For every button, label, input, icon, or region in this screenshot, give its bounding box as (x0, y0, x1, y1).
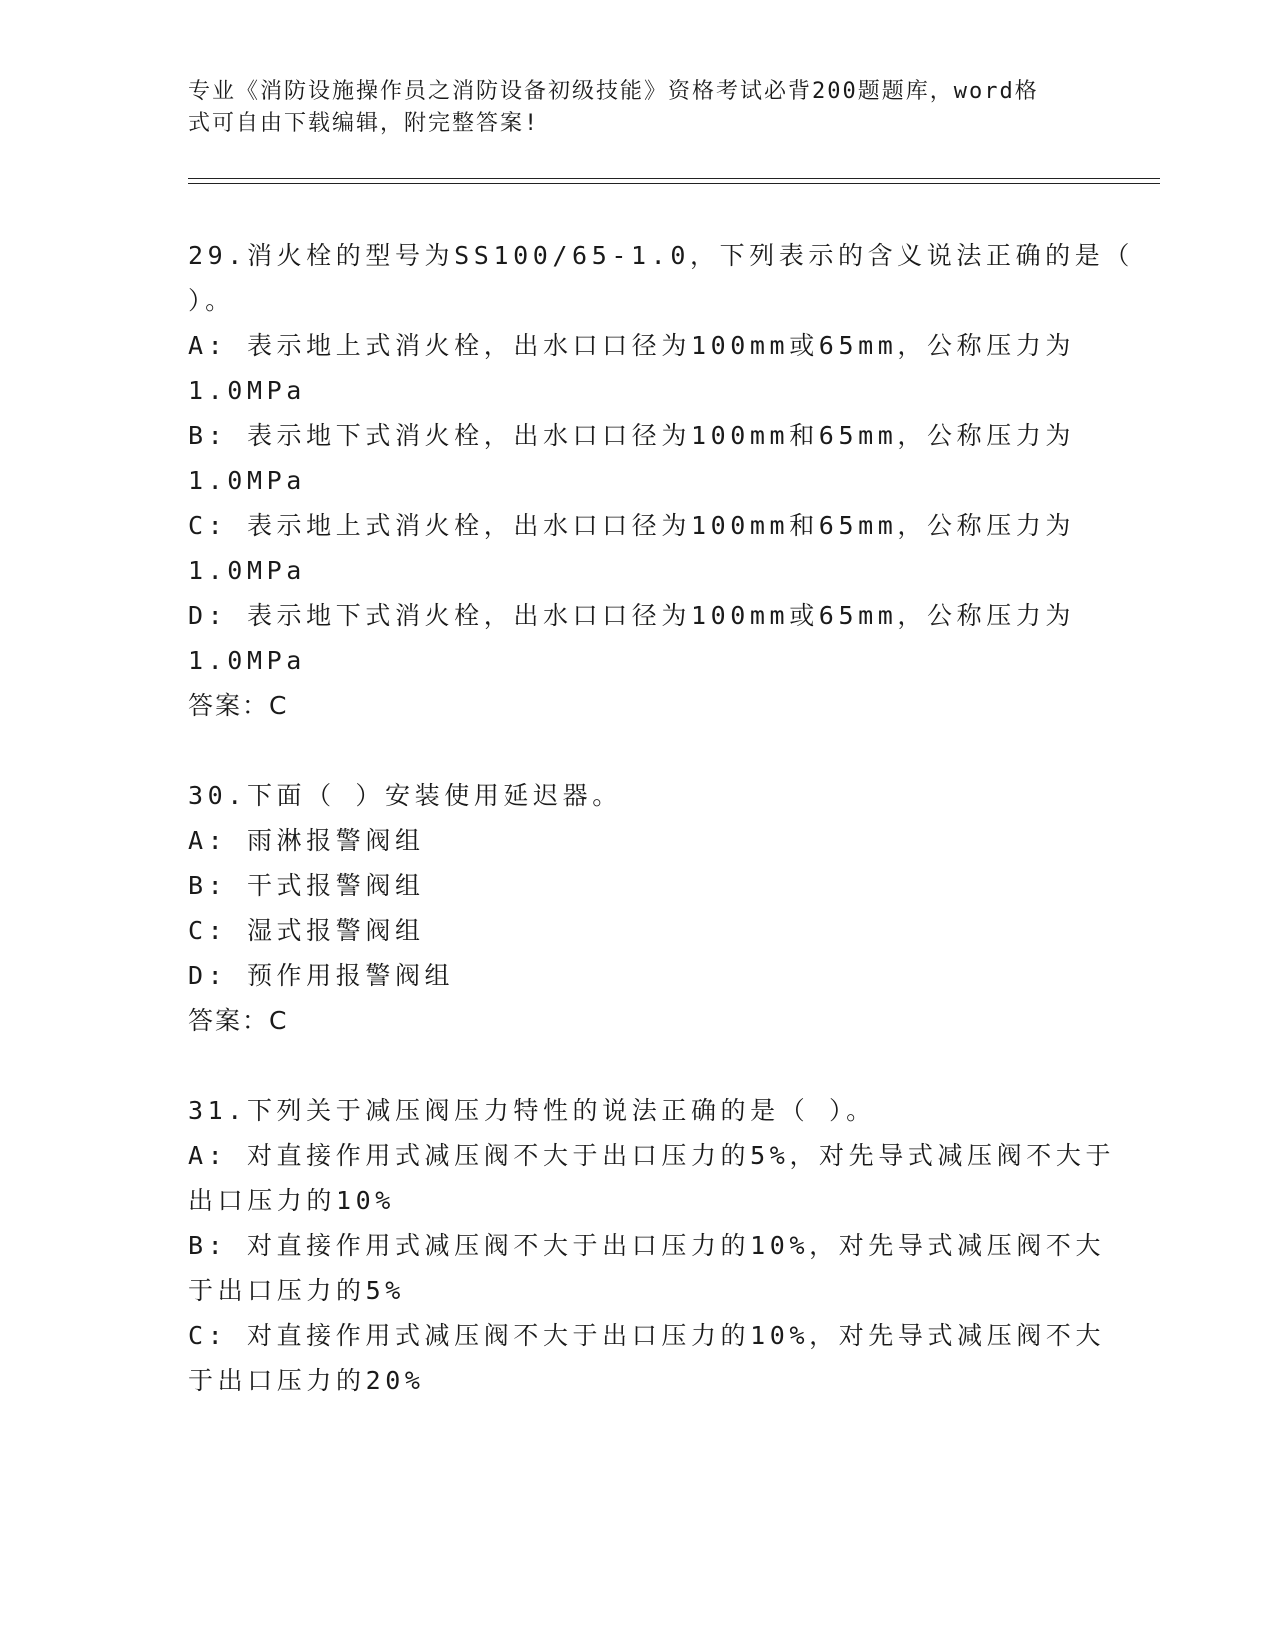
question-31-option-a-cont: 出口压力的10% (188, 1186, 395, 1215)
header-line-1: 专业《消防设施操作员之消防设备初级技能》资格考试必背200题题库，word格 (188, 79, 1039, 104)
question-29-option-d: D: 表示地下式消火栓，出水口口径为100mm或65mm，公称压力为 (188, 601, 1076, 630)
question-31-option-c: C: 对直接作用式减压阀不大于出口压力的10%，对先导式减压阀不大 (188, 1321, 1106, 1350)
question-29-option-b: B: 表示地下式消火栓，出水口口径为100mm和65mm，公称压力为 (188, 421, 1076, 450)
question-30-stem: 30.下面（ ）安装使用延迟器。 (188, 781, 622, 810)
header-line-2: 式可自由下载编辑，附完整答案! (188, 111, 540, 136)
header-divider-bottom (188, 183, 1160, 184)
question-29-option-a: A: 表示地上式消火栓，出水口口径为100mm或65mm，公称压力为 (188, 331, 1076, 360)
question-31-option-b: B: 对直接作用式减压阀不大于出口压力的10%，对先导式减压阀不大 (188, 1231, 1106, 1260)
document-header (188, 76, 1088, 140)
question-30-option-c: C: 湿式报警阀组 (188, 916, 425, 945)
question-30-option-d: D: 预作用报警阀组 (188, 961, 455, 990)
question-29-answer: 答案：C (188, 691, 289, 720)
question-30-answer: 答案：C (188, 1006, 289, 1035)
question-29-stem: 29.消火栓的型号为SS100/65-1.0，下列表示的含义说法正确的是（ (188, 241, 1134, 270)
question-30-option-a: A: 雨淋报警阀组 (188, 826, 425, 855)
question-29-option-c-cont: 1.0MPa (188, 556, 306, 585)
question-31-option-c-cont: 于出口压力的20% (188, 1366, 425, 1395)
question-29-stem-cont: ）。 (188, 286, 235, 315)
question-30-option-b: B: 干式报警阀组 (188, 871, 425, 900)
question-29-option-d-cont: 1.0MPa (188, 646, 306, 675)
question-29-option-a-cont: 1.0MPa (188, 376, 306, 405)
question-31-option-a: A: 对直接作用式减压阀不大于出口压力的5%，对先导式减压阀不大于 (188, 1141, 1116, 1170)
question-31-stem: 31.下列关于减压阀压力特性的说法正确的是（ ）。 (188, 1096, 876, 1125)
question-29-option-b-cont: 1.0MPa (188, 466, 306, 495)
header-divider-top (188, 178, 1160, 179)
question-31-option-b-cont: 于出口压力的5% (188, 1276, 405, 1305)
question-29-option-c: C: 表示地上式消火栓，出水口口径为100mm和65mm，公称压力为 (188, 511, 1076, 540)
